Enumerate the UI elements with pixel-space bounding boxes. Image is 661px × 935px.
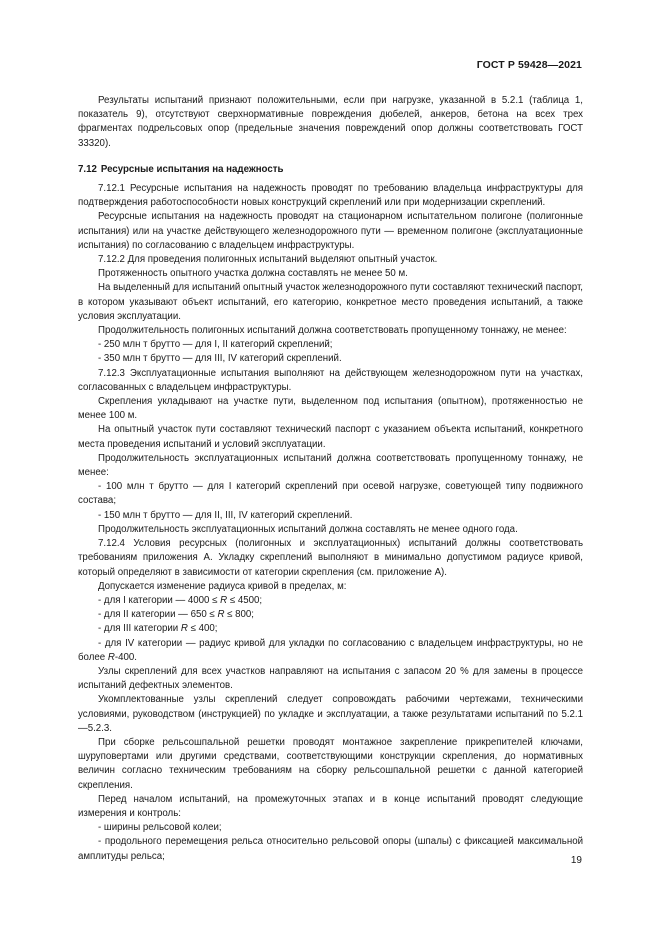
radius-list-item: - для II категории — 650 ≤ R ≤ 800; [98, 609, 254, 621]
page-content [78, 94, 583, 864]
section-heading [78, 163, 583, 177]
paragraph: На выделенный для испытаний опытный участок железнодорожного пути составляют технический паспорт, в котором указывают объект испытаний, его категорию, конкретное место проведения испытаний, а также условия эксплуатации. [78, 282, 583, 322]
list-item: - ширины рельсовой колеи; [98, 822, 222, 834]
page-number: 19 [570, 855, 582, 866]
intro-paragraph: Результаты испытаний признают положительными, если при нагрузке, указанной в 5.2.1 (таблица 1, показатель 9), отсутствуют сверхнормативные повреждения дюбелей, анкеров, бетона на всех трех фрагментах подрельсовых опор (предельные значения повреждений опор должны соответствовать ГОСТ 33320). [78, 95, 583, 149]
paragraph: Допускается изменение радиуса кривой в пределах, м: [98, 580, 347, 592]
section-title: Ресурсные испытания на надежность [100, 163, 284, 175]
section-number: 7.12 [78, 163, 97, 175]
paragraph: 7.12.3 Эксплуатационные испытания выполняют на действующем железнодорожном пути на участках, согласованных с владельцем инфраструктуры. [78, 367, 583, 393]
paragraph: Скрепления укладывают на участке пути, выделенном под испытания (опытном), протяженностью не менее 100 м. [78, 396, 583, 422]
paragraph: Продолжительность эксплуатационных испытаний должна соответствовать пропущенному тоннажу, не менее: [78, 452, 583, 479]
paragraph: Протяженность опытного участка должна составлять не менее 50 м. [98, 268, 408, 280]
list-item: - 150 млн т брутто — для II, III, IV категорий скреплений. [98, 509, 353, 521]
radius-list-item: - для IV категории — радиус кривой для укладки по согласованию с владельцем инфраструктуры, но не более R-400. [78, 637, 583, 663]
list-item: - 100 млн т брутто — для I категорий скреплений при осевой нагрузке, советующей типу подвижного состава; [78, 481, 583, 507]
paragraph: 7.12.4 Условия ресурсных (полигонных и эксплуатационных) испытаний должны соответствовать требованиям приложения А. Укладку скреплений выполняют в минимально допустимом радиусе кривой, который определяют в зависимости от категории скрепления (см. приложение А). [78, 538, 583, 578]
radius-list-item: - для III категории R ≤ 400; [98, 623, 218, 635]
list-item: - 250 млн т брутто — для I, II категорий скреплений; [98, 339, 333, 351]
list-item: - продольного перемещения рельса относительно рельсовой опоры (шпалы) с фиксацией максимальной амплитуды рельса; [78, 836, 583, 862]
paragraph: Ресурсные испытания на надежность проводят на стационарном испытательном полигоне (полигонные испытания) или на участке действующего железнодорожного пути — временном полигоне (эксплуатационные испытания) по согласованию с владельцем инфраструктуры. [78, 211, 583, 251]
paragraph: 7.12.2 Для проведения полигонных испытаний выделяют опытный участок. [98, 254, 438, 266]
paragraph: Продолжительность полигонных испытаний должна соответствовать пропущенному тоннажу, не менее: [98, 325, 567, 337]
paragraph: На опытный участок пути составляют технический паспорт с указанием объекта испытаний, конкретного места проведения испытаний и условий эксплуатации. [78, 424, 583, 450]
paragraph: Продолжительность эксплуатационных испытаний должна составлять не менее одного года. [98, 523, 518, 535]
paragraph: Перед началом испытаний, на промежуточных этапах и в конце испытаний проводят следующие измерения и контроль: [78, 793, 583, 819]
paragraph: Укомплектованные узлы скреплений следует сопровождать рабочими чертежами, техническими условиями, руководством (инструкцией) по укладке и эксплуатации, а также результатами испытаний по 5.2.1—5.2.3. [78, 694, 583, 734]
document-code: ГОСТ Р 59428—2021 [476, 59, 582, 71]
list-item: - 350 млн т брутто — для III, IV категорий скреплений. [98, 353, 342, 365]
paragraph: Узлы скреплений для всех участков направляют на испытания с запасом 20 % для замены в процессе испытаний дефектных элементов. [78, 665, 583, 692]
paragraph: При сборке рельсошпальной решетки проводят монтажное закрепление прикрепителей ключами, шуруповертами или другими средствами, соответствующими конструкции скрепления, до нормативных величин согласно техническим требованиям на сборку рельсошпальной решетки с данной категорией скрепления. [78, 736, 583, 791]
paragraph: 7.12.1 Ресурсные испытания на надежность проводят по требованию владельца инфраструктуры для подтверждения работоспособности новых конструкций скреплений или при модернизации скреплений. [78, 183, 583, 209]
radius-list-item: - для I категории — 4000 ≤ R ≤ 4500; [98, 594, 263, 606]
